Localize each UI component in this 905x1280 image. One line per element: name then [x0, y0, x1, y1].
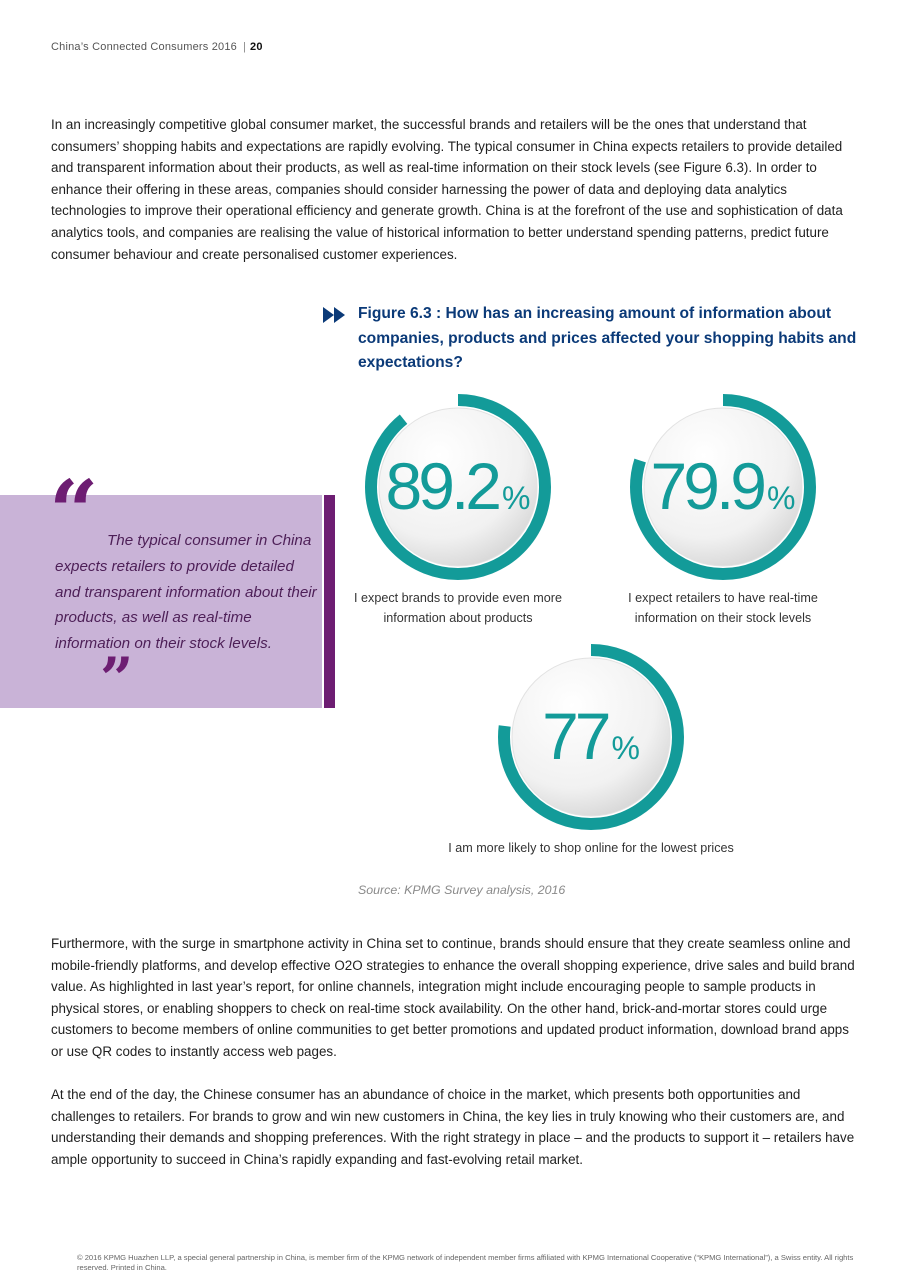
stat-unit: % — [502, 480, 531, 516]
figure-source: Source: KPMG Survey analysis, 2016 — [358, 883, 566, 897]
copyright-footer: © 2016 KPMG Huazhen LLP, a special general partnership in China, is member firm of the KPMG network of independent member firms affiliated with KPMG International Cooperative (“KPMG International”), a Swiss entity. All rights reserved. Printed in China. — [77, 1253, 854, 1272]
stat-caption: I am more likely to shop online for the lowest prices — [448, 841, 734, 855]
figure-title: Figure 6.3 : How has an increasing amount of information about companies, products and prices affected your shopping habits and expectations? — [358, 305, 857, 371]
page-number: 20 — [250, 41, 263, 53]
pull-quote-text — [55, 528, 317, 657]
pull-quote-indent — [55, 532, 107, 549]
stat-donut — [363, 392, 553, 582]
pull-quote-bar — [324, 495, 335, 708]
stat-number: 77 — [542, 699, 608, 773]
stat-donut — [496, 642, 686, 832]
stat-unit: % — [767, 480, 796, 516]
header-separator: | — [242, 41, 247, 53]
body-paragraph-2: Furthermore, with the surge in smartphone activity in China set to continue, brands should ensure that they create seamless online and mobile-friendly platforms, and develop effective O2O strategies to enhance the overall shopping experience, drive sales and build brand value. As highlighted in last year’s report, for online channels, integration might include encouraging people to sample products in physical stores, or enabling shoppers to check on real-time stock availability. On the other hand, brick-and-mortar stores could urge customers to become members of online communities to get better promotions and updated product information, download brand apps or use QR codes to instantly access web pages. — [51, 936, 855, 1059]
stat-donut — [628, 392, 818, 582]
close-quote-icon: ” — [100, 645, 134, 713]
stat-lowest-prices — [416, 642, 766, 858]
stat-number: 89.2 — [385, 449, 499, 523]
open-quote-icon: “ — [49, 462, 99, 563]
header-title: China’s Connected Consumers 2016 — [51, 41, 237, 53]
stat-brands-info — [338, 392, 578, 628]
body-paragraph-3: At the end of the day, the Chinese consumer has an abundance of choice in the market, which presents both opportunities and challenges to retailers. For brands to grow and win new customers in China, the key lies in truly knowing who their customers are, and understanding their demands and shopping preferences. With the right strategy in place – and the products to support it – retailers have ample opportunity to succeed in China’s rapidly expanding and fast-evolving retail market. — [51, 1087, 855, 1167]
intro-paragraph: In an increasingly competitive global consumer market, the successful brands and retailers will be the ones that understand that consumers’ shopping habits and expectations are rapidly evolving. The typical consumer in China expects retailers to provide detailed and transparent information about their products, as well as real-time information on their stock levels (see Figure 6.3). In order to enhance their offering in these areas, companies should consider harnessing the power of data and deploying data analytics technologies to improve their operational efficiency and generate growth. China is at the forefront of the use and sophistication of data analytics tools, and companies are realising the value of historical information to better understand spending patterns, predict future consumer behaviour and create personalised customer experiences. — [51, 117, 843, 262]
pull-quote-body: The typical consumer in China expects retailers to provide detailed and transparent information about their products, as well as real-time information on their stock levels. — [55, 532, 317, 653]
stat-number: 79.9 — [650, 449, 764, 523]
stat-unit: % — [611, 730, 640, 766]
page-header — [51, 41, 263, 53]
stat-caption: I expect brands to provide even more information about products — [354, 591, 562, 625]
stat-stock-levels — [603, 392, 843, 628]
double-arrow-icon — [323, 306, 347, 324]
stat-caption: I expect retailers to have real-time information on their stock levels — [628, 591, 818, 625]
